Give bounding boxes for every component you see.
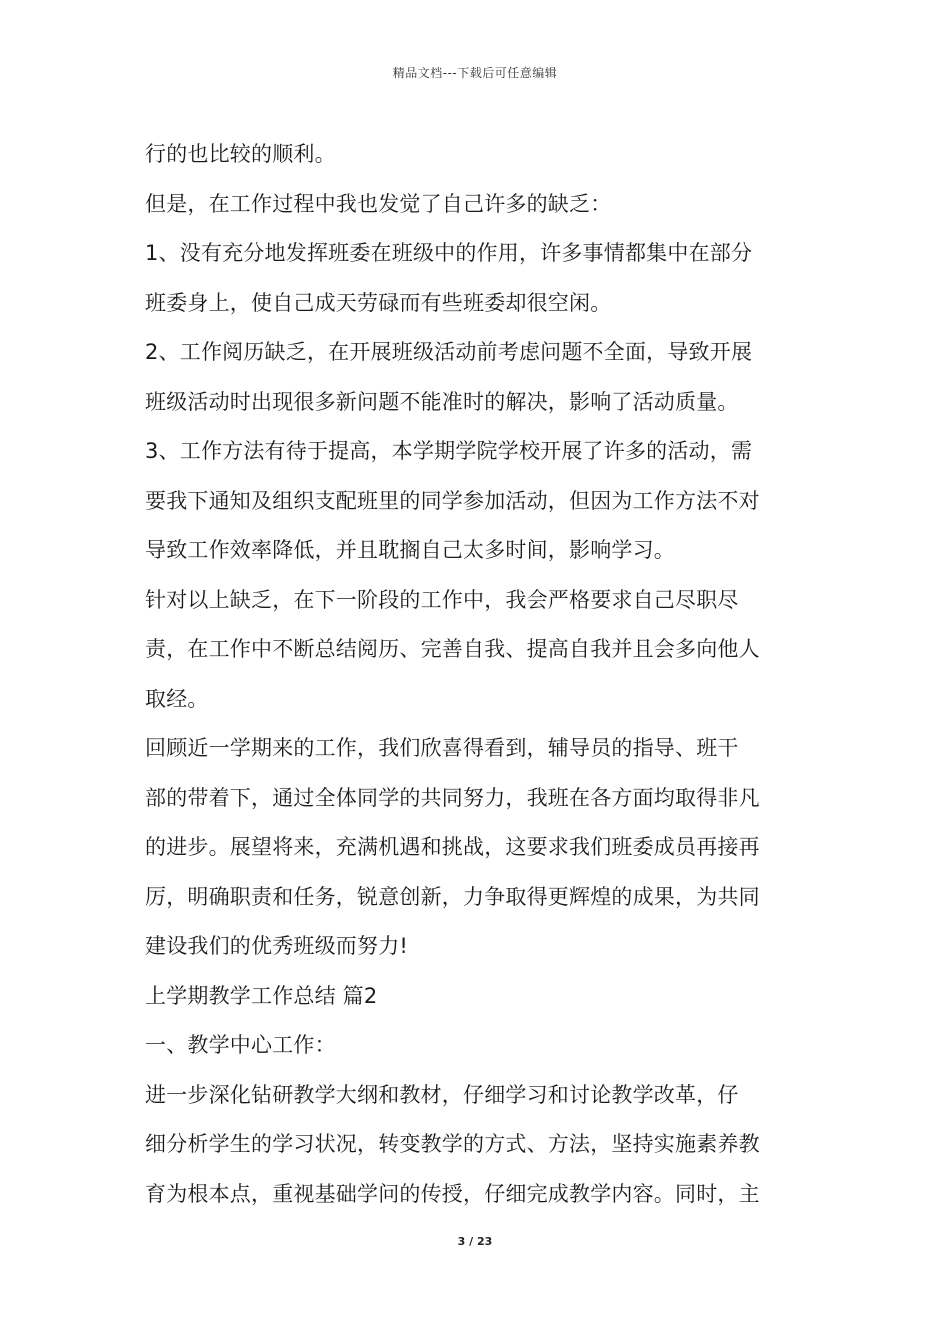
- text-line: 一、教学中心工作：: [145, 1033, 336, 1057]
- text-line: 要我下通知及组织支配班里的同学参加活动，但因为工作方法不对: [145, 488, 760, 513]
- section-heading: 上学期教学工作总结 篇2: [145, 983, 378, 1008]
- text-line: 1、没有充分地发挥班委在班级中的作用，许多事情都集中在部分: [145, 241, 753, 265]
- text-line: 的进步。展望将来，充满机遇和挑战，这要求我们班委成员再接再: [145, 835, 760, 859]
- text-line: 取经。: [145, 686, 209, 711]
- document-body: [145, 130, 807, 1219]
- text-line: 行的也比较的顺利。: [145, 142, 336, 166]
- text-line: 责，在工作中不断总结阅历、完善自我、提高自我并且会多向他人: [145, 637, 760, 661]
- text-line: 针对以上缺乏，在下一阶段的工作中，我会严格要求自己尽职尽: [145, 587, 739, 612]
- text-line: 导致工作效率降低，并且耽搁自己太多时间，影响学习。: [145, 538, 675, 562]
- text-line: 细分析学生的学习状况，转变教学的方式、方法，坚持实施素养教: [145, 1132, 760, 1156]
- text-line: 育为根本点，重视基础学问的传授，仔细完成教学内容。同时，主: [145, 1181, 760, 1206]
- text-line: 厉，明确职责和任务，锐意创新，力争取得更辉煌的成果，为共同: [145, 884, 760, 909]
- text-line: 部的带着下，通过全体同学的共同努力，我班在各方面均取得非凡: [145, 785, 760, 810]
- text-line: 回顾近一学期来的工作，我们欣喜得看到，辅导员的指导、班干: [145, 736, 739, 760]
- text-line: 建设我们的优秀班级而努力!: [145, 934, 409, 958]
- text-line: 但是，在工作过程中我也发觉了自己许多的缺乏：: [145, 191, 612, 216]
- text-line: 3、工作方法有待于提高，本学期学院学校开展了许多的活动，需: [145, 439, 753, 463]
- text-line: 2、工作阅历缺乏，在开展班级活动前考虑问题不全面，导致开展: [145, 340, 753, 364]
- document-header: 精品文档---下载后可任意编辑: [392, 66, 558, 80]
- text-line: 进一步深化钻研教学大纲和教材，仔细学习和讨论教学改革，仔: [145, 1082, 739, 1107]
- text-line: 班委身上，使自己成天劳碌而有些班委却很空闲。: [145, 290, 612, 315]
- text-line: 班级活动时出现很多新问题不能准时的解决，影响了活动质量。: [145, 389, 739, 414]
- page-number: 3 / 23: [457, 1235, 493, 1248]
